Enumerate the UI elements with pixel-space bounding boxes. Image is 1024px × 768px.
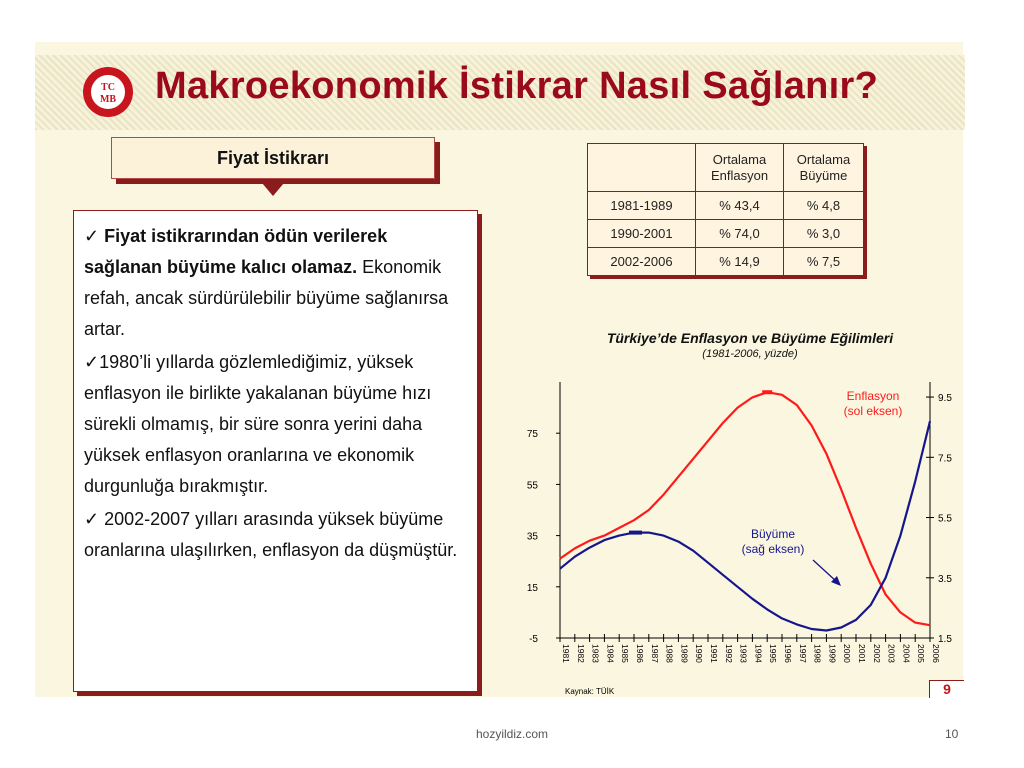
x-tick-label: 1981 bbox=[561, 644, 571, 663]
line-chart bbox=[525, 370, 965, 700]
y-right-tick-label: 1.5 bbox=[938, 634, 952, 645]
table-cell: % 3,0 bbox=[784, 220, 864, 248]
x-tick-label: 1991 bbox=[709, 644, 719, 663]
table-cell: % 14,9 bbox=[696, 248, 784, 276]
x-tick-label: 2003 bbox=[886, 644, 897, 663]
series-line-enflasyon bbox=[560, 392, 930, 625]
table-cell: 1990-2001 bbox=[588, 220, 696, 248]
series-line-buyume bbox=[560, 421, 930, 630]
table-row bbox=[588, 220, 864, 248]
x-tick-label: 1994 bbox=[753, 644, 764, 663]
chart-source: Kaynak: TÜİK bbox=[565, 687, 615, 696]
subhead-label: Fiyat İstikrarı bbox=[216, 147, 330, 168]
x-tick-label: 1993 bbox=[738, 644, 749, 663]
x-tick-label: 1992 bbox=[723, 644, 734, 663]
x-tick-label: 2002 bbox=[871, 644, 882, 663]
table-header-cell: Ortalama Enflasyon bbox=[696, 144, 784, 192]
text-box bbox=[73, 210, 478, 692]
check-icon: ✓ bbox=[84, 226, 100, 246]
x-tick-label: 1995 bbox=[768, 644, 779, 663]
x-tick-label: 1997 bbox=[797, 644, 808, 663]
table-row bbox=[588, 192, 864, 220]
y-right-tick-label: 9.5 bbox=[938, 393, 952, 405]
down-arrow-icon bbox=[262, 183, 284, 196]
subhead-box bbox=[111, 137, 435, 179]
bullet-1-text: Ekonomik refah, ancak sürdürülebilir büyüme sağlanırsa artar. bbox=[84, 257, 449, 339]
footer-page-number: 10 bbox=[945, 727, 959, 741]
x-tick-label: 1982 bbox=[575, 644, 586, 663]
table-cell: 2002-2006 bbox=[588, 248, 696, 276]
table-header-row bbox=[588, 144, 864, 192]
stats-table bbox=[587, 143, 864, 276]
x-tick-label: 1986 bbox=[635, 644, 645, 663]
x-tick-label: 2006 bbox=[931, 644, 941, 663]
page-title: Makroekonomik İstikrar Nasıl Sağlanır? bbox=[155, 65, 879, 107]
x-tick-label: 2001 bbox=[857, 644, 867, 663]
buyume-label: Büyüme bbox=[750, 527, 796, 541]
x-tick-label: 1990 bbox=[694, 644, 705, 663]
buyume-axis-label: (sağ eksen) bbox=[741, 542, 805, 556]
svg-text:MB: MB bbox=[99, 94, 117, 105]
bullet-2 bbox=[84, 347, 467, 502]
x-tick-label: 2000 bbox=[842, 644, 853, 663]
x-tick-label: 2005 bbox=[916, 644, 927, 663]
x-tick-label: 1996 bbox=[783, 644, 793, 663]
x-tick-label: 1989 bbox=[679, 644, 690, 663]
chart-title: Türkiye’de Enflasyon ve Büyüme Eğilimleri bbox=[606, 330, 894, 346]
slide-page-number: 9 bbox=[929, 680, 964, 698]
title-bar bbox=[35, 55, 965, 130]
y-left-tick-label: 15 bbox=[526, 582, 538, 594]
table-cell: % 4,8 bbox=[784, 192, 864, 220]
table-row bbox=[588, 248, 864, 276]
table-cell: % 74,0 bbox=[696, 220, 784, 248]
check-icon: ✓ bbox=[84, 509, 100, 529]
svg-text:TC: TC bbox=[101, 82, 115, 93]
y-left-tick-label: 55 bbox=[526, 480, 538, 492]
y-right-tick-label: 7.5 bbox=[938, 453, 952, 465]
x-tick-label: 1985 bbox=[620, 644, 631, 663]
y-left-tick-label: 75 bbox=[526, 429, 538, 441]
table-cell: % 7,5 bbox=[784, 248, 864, 276]
y-left-tick-label: -5 bbox=[529, 634, 538, 645]
bullet-1 bbox=[84, 221, 467, 345]
x-tick-label: 1998 bbox=[812, 644, 823, 663]
table-cell: 1981-1989 bbox=[588, 192, 696, 220]
table-header-cell: Ortalama Büyüme bbox=[784, 144, 864, 192]
y-left-tick-label: 35 bbox=[526, 531, 538, 543]
x-tick-label: 1984 bbox=[605, 644, 616, 663]
chart-subtitle: (1981-2006, yüzde) bbox=[702, 348, 798, 360]
x-tick-label: 1983 bbox=[590, 644, 601, 663]
tcmb-logo bbox=[83, 67, 133, 117]
bullet-1-bold: Fiyat istikrarından ödün verilerek sağlanan büyüme kalıcı olamaz. bbox=[84, 226, 388, 277]
x-tick-label: 1999 bbox=[827, 644, 838, 663]
y-right-tick-label: 5.5 bbox=[938, 513, 952, 525]
footer-site: hozyildiz.com bbox=[475, 727, 549, 741]
x-tick-label: 1987 bbox=[649, 644, 660, 663]
y-right-tick-label: 3.5 bbox=[938, 573, 952, 585]
check-icon: ✓ bbox=[84, 352, 100, 372]
table-cell: % 43,4 bbox=[696, 192, 784, 220]
enflasyon-label: Enflasyon bbox=[846, 389, 900, 403]
table-header-cell bbox=[588, 144, 696, 192]
buyume-arrow-line bbox=[813, 560, 837, 582]
bullet-3-text: 2002-2007 yılları arasında yüksek büyüme oranlarına ulaşılırken, enflasyon da düşmüştür. bbox=[84, 509, 458, 560]
bullet-2-text: 1980’li yıllarda gözlemlediğimiz, yüksek enflasyon ile birlikte yakalanan büyüme hızı sürekli olmamış, bir süre sonra yerini daha yüksek enflasyon oranlarına ve ekonomik durgunluğa bırakmıştır. bbox=[84, 352, 432, 496]
x-tick-label: 1988 bbox=[664, 644, 675, 663]
enflasyon-axis-label: (sol eksen) bbox=[843, 404, 903, 418]
bullet-3 bbox=[84, 504, 467, 566]
x-tick-label: 2004 bbox=[901, 644, 912, 663]
